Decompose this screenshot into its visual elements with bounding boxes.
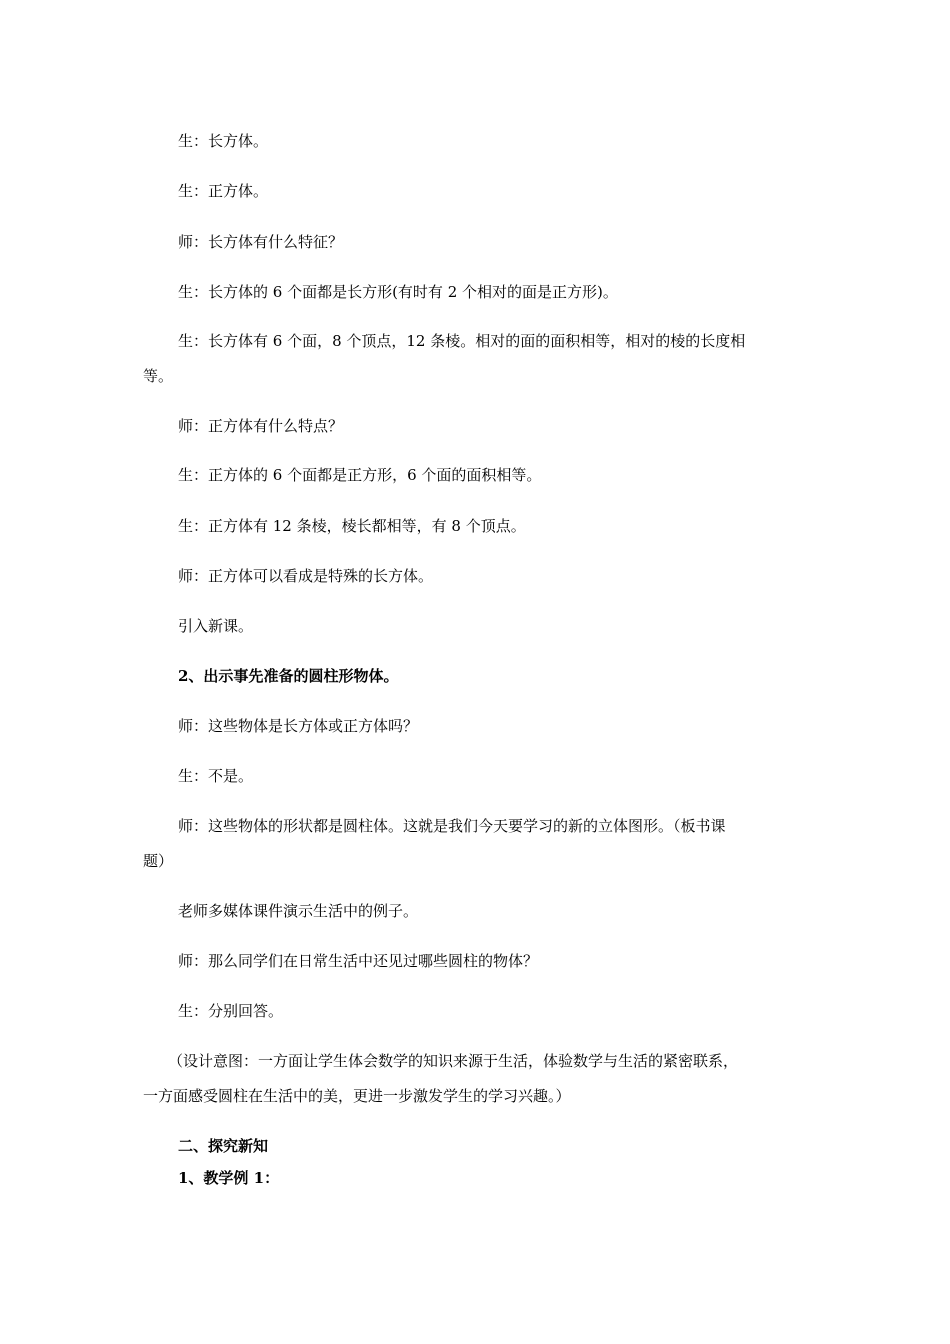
- section-heading: 二、探究新知: [178, 1137, 269, 1155]
- design-intent-note-continuation: 一方面感受圆柱在生活中的美，更进一步激发学生的学习兴趣。）: [143, 1087, 571, 1105]
- dialogue-line: 师：正方体可以看成是特殊的长方体。: [178, 567, 434, 585]
- dialogue-line: 师：这些物体是长方体或正方体吗？: [178, 717, 419, 735]
- dialogue-line: 师：那么同学们在日常生活中还见过哪些圆柱的物体？: [178, 952, 539, 970]
- section-subheading: 1、教学例 1：: [178, 1169, 280, 1187]
- dialogue-line: 师：长方体有什么特征？: [178, 233, 344, 251]
- dialogue-line: 生：长方体的 6 个面都是长方形(有时有 2 个相对的面是正方形)。: [178, 283, 618, 301]
- paragraph-line: 老师多媒体课件演示生活中的例子。: [178, 902, 419, 920]
- dialogue-line: 生：正方体。: [178, 182, 269, 200]
- dialogue-line: 生：正方体有 12 条棱，棱长都相等，有 8 个顶点。: [178, 517, 526, 535]
- dialogue-line: 生：长方体。: [178, 132, 269, 150]
- dialogue-line: 生：长方体有 6 个面，8 个顶点，12 条棱。相对的面的面积相等，相对的棱的长度相: [178, 332, 746, 350]
- dialogue-line: 生：不是。: [178, 767, 254, 785]
- dialogue-line: 师：这些物体的形状都是圆柱体。这就是我们今天要学习的新的立体图形。（板书课: [178, 817, 726, 835]
- dialogue-line: 师：正方体有什么特点？: [178, 417, 344, 435]
- dialogue-line-continuation: 题）: [143, 852, 174, 870]
- dialogue-line: 生：正方体的 6 个面都是正方形，6 个面的面积相等。: [178, 466, 542, 484]
- section-subheading: 2、出示事先准备的圆柱形物体。: [178, 667, 399, 685]
- paragraph-line: 引入新课。: [178, 617, 254, 635]
- design-intent-note: （设计意图：一方面让学生体会数学的知识来源于生活，体验数学与生活的紧密联系，: [168, 1052, 739, 1070]
- dialogue-line-continuation: 等。: [143, 367, 174, 385]
- dialogue-line: 生：分别回答。: [178, 1002, 284, 1020]
